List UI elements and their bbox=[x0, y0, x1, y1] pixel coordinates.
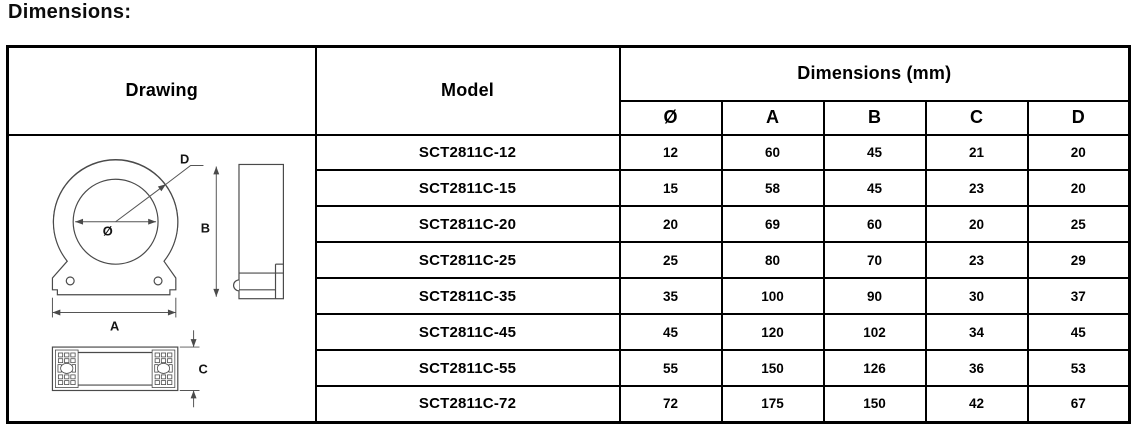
width-label: A bbox=[109, 317, 120, 333]
model-cell: SCT2811C-20 bbox=[316, 206, 620, 242]
d-cell: 20 bbox=[1028, 135, 1130, 171]
table-row bbox=[8, 135, 1130, 171]
column-header-d: D bbox=[1028, 101, 1130, 135]
model-cell: SCT2811C-55 bbox=[316, 350, 620, 386]
drawing-cell bbox=[8, 135, 316, 423]
b-cell: 70 bbox=[824, 242, 926, 278]
transformer-dimension-drawing bbox=[10, 136, 314, 416]
c-cell: 23 bbox=[926, 170, 1028, 206]
side-view bbox=[233, 164, 283, 298]
a-cell: 175 bbox=[722, 386, 824, 422]
a-cell: 69 bbox=[722, 206, 824, 242]
model-cell: SCT2811C-15 bbox=[316, 170, 620, 206]
d-cell: 53 bbox=[1028, 350, 1130, 386]
a-cell: 100 bbox=[722, 278, 824, 314]
phi-cell: 55 bbox=[620, 350, 722, 386]
c-cell: 21 bbox=[926, 135, 1028, 171]
d-cell: 25 bbox=[1028, 206, 1130, 242]
phi-cell: 45 bbox=[620, 314, 722, 350]
c-cell: 34 bbox=[926, 314, 1028, 350]
column-header-dimensions-group: Dimensions (mm) bbox=[620, 47, 1130, 101]
c-cell: 42 bbox=[926, 386, 1028, 422]
b-cell: 150 bbox=[824, 386, 926, 422]
thickness-label: C bbox=[198, 361, 208, 377]
c-cell: 20 bbox=[926, 206, 1028, 242]
column-header-c: C bbox=[926, 101, 1028, 135]
a-cell: 60 bbox=[722, 135, 824, 171]
b-cell: 60 bbox=[824, 206, 926, 242]
b-cell: 45 bbox=[824, 135, 926, 171]
phi-cell: 20 bbox=[620, 206, 722, 242]
b-cell: 90 bbox=[824, 278, 926, 314]
d-cell: 37 bbox=[1028, 278, 1130, 314]
phi-cell: 15 bbox=[620, 170, 722, 206]
a-cell: 58 bbox=[722, 170, 824, 206]
height-dimension bbox=[201, 166, 216, 296]
b-cell: 45 bbox=[824, 170, 926, 206]
model-cell: SCT2811C-12 bbox=[316, 135, 620, 171]
d-cell: 29 bbox=[1028, 242, 1130, 278]
height-label: B bbox=[200, 220, 210, 236]
dimensions-table bbox=[6, 45, 1131, 424]
front-view bbox=[52, 159, 177, 294]
d-cell: 45 bbox=[1028, 314, 1130, 350]
column-header-b: B bbox=[824, 101, 926, 135]
model-cell: SCT2811C-25 bbox=[316, 242, 620, 278]
column-header-diameter: Ø bbox=[620, 101, 722, 135]
phi-cell: 12 bbox=[620, 135, 722, 171]
page-title: Dimensions: bbox=[8, 1, 132, 23]
b-cell: 126 bbox=[824, 350, 926, 386]
c-cell: 36 bbox=[926, 350, 1028, 386]
column-header-a: A bbox=[722, 101, 824, 135]
d-cell: 67 bbox=[1028, 386, 1130, 422]
c-cell: 30 bbox=[926, 278, 1028, 314]
thickness-dimension bbox=[180, 330, 208, 407]
c-cell: 23 bbox=[926, 242, 1028, 278]
phi-cell: 72 bbox=[620, 386, 722, 422]
d-cell: 20 bbox=[1028, 170, 1130, 206]
a-cell: 150 bbox=[722, 350, 824, 386]
phi-cell: 35 bbox=[620, 278, 722, 314]
b-cell: 102 bbox=[824, 314, 926, 350]
phi-cell: 25 bbox=[620, 242, 722, 278]
column-header-drawing: Drawing bbox=[8, 47, 316, 135]
depth-label: D bbox=[179, 150, 190, 166]
a-cell: 80 bbox=[722, 242, 824, 278]
diameter-label: Ø bbox=[102, 223, 113, 239]
column-header-model: Model bbox=[316, 47, 620, 135]
model-cell: SCT2811C-45 bbox=[316, 314, 620, 350]
model-cell: SCT2811C-72 bbox=[316, 386, 620, 422]
a-cell: 120 bbox=[722, 314, 824, 350]
bottom-view bbox=[52, 347, 177, 390]
model-cell: SCT2811C-35 bbox=[316, 278, 620, 314]
width-dimension bbox=[52, 297, 175, 333]
